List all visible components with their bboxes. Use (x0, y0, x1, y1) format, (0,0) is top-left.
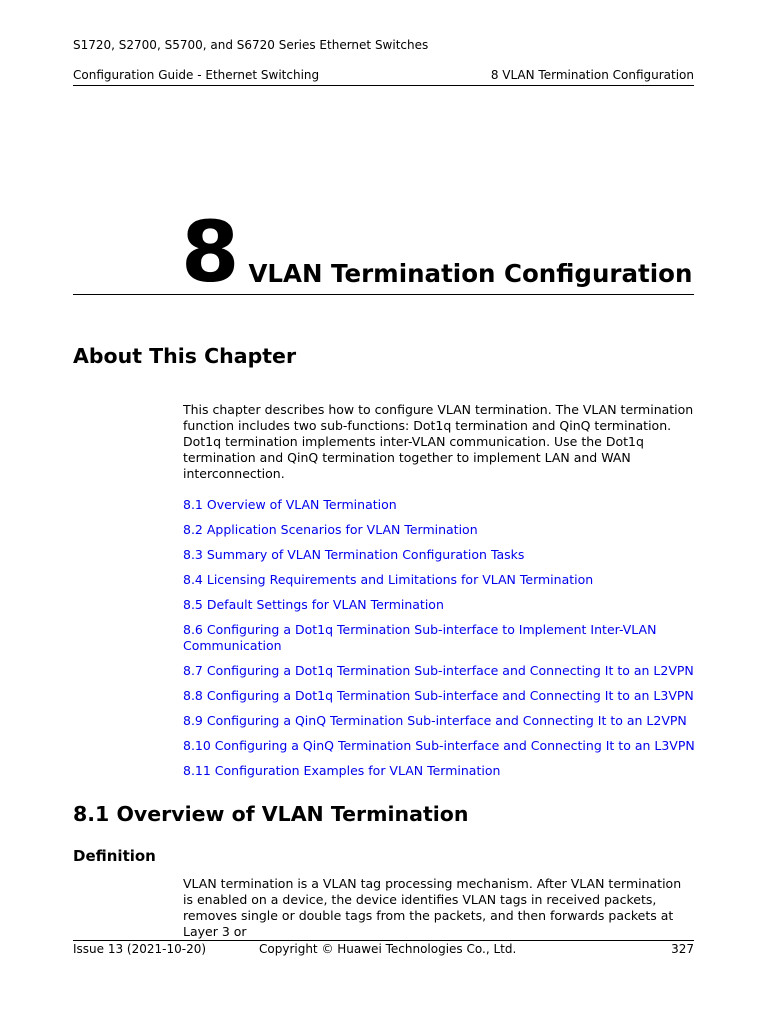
toc-link[interactable]: 8.9 Configuring a QinQ Termination Sub-interface and Connecting It to an L2VPN (183, 713, 687, 728)
definition-text: VLAN termination is a VLAN tag processing mechanism. After VLAN termination is enabled on a device, the device identifies VLAN tags in received packets, removes single or double tags from the packets, and then forwards packets at Layer 3 or (183, 876, 682, 939)
header-row (73, 68, 694, 84)
overview-heading: 8.1 Overview of VLAN Termination (73, 802, 469, 826)
definition-heading: Definition (73, 847, 156, 865)
header-divider (73, 85, 694, 86)
toc-link[interactable]: 8.6 Configuring a Dot1q Termination Sub-interface to Implement Inter-VLAN Communication (183, 622, 657, 653)
toc-link[interactable]: 8.4 Licensing Requirements and Limitations for VLAN Termination (183, 572, 594, 587)
toc-link[interactable]: 8.8 Configuring a Dot1q Termination Sub-interface and Connecting It to an L3VPN (183, 688, 694, 703)
chapter-contents-list (183, 497, 703, 788)
toc-link[interactable]: 8.1 Overview of VLAN Termination (183, 497, 397, 512)
footer-copyright: Copyright © Huawei Technologies Co., Ltd. (259, 942, 517, 956)
about-heading: About This Chapter (73, 344, 297, 368)
toc-link[interactable]: 8.7 Configuring a Dot1q Termination Sub-interface and Connecting It to an L2VPN (183, 663, 694, 678)
about-intro: This chapter describes how to configure VLAN termination. The VLAN termination function includes two sub-functions: Dot1q termination and QinQ termination. Dot1q termination implements inter-VLAN communication. Use the Dot1q termination and QinQ termination together to implement LAN and WAN interconnection. (183, 402, 694, 481)
toc-link[interactable]: 8.3 Summary of VLAN Termination Configuration Tasks (183, 547, 525, 562)
toc-link[interactable]: 8.11 Configuration Examples for VLAN Termination (183, 763, 501, 778)
header-guide: Configuration Guide - Ethernet Switching (73, 68, 320, 82)
chapter-title: VLAN Termination Configuration (248, 259, 693, 288)
toc-link[interactable]: 8.10 Configuring a QinQ Termination Sub-interface and Connecting It to an L3VPN (183, 738, 695, 753)
footer-issue: Issue 13 (2021-10-20) (73, 942, 207, 956)
chapter-divider (73, 294, 694, 295)
toc-link[interactable]: 8.5 Default Settings for VLAN Termination (183, 597, 444, 612)
header-section: 8 VLAN Termination Configuration (490, 68, 694, 82)
footer-divider (73, 940, 694, 941)
header-product: S1720, S2700, S5700, and S6720 Series Ethernet Switches (73, 38, 429, 52)
toc-link[interactable]: 8.2 Application Scenarios for VLAN Termination (183, 522, 478, 537)
chapter-number: 8 (181, 203, 239, 301)
document-page (73, 0, 694, 1024)
footer-page-number: 327 (671, 942, 694, 956)
chapter-title-block (181, 203, 693, 301)
